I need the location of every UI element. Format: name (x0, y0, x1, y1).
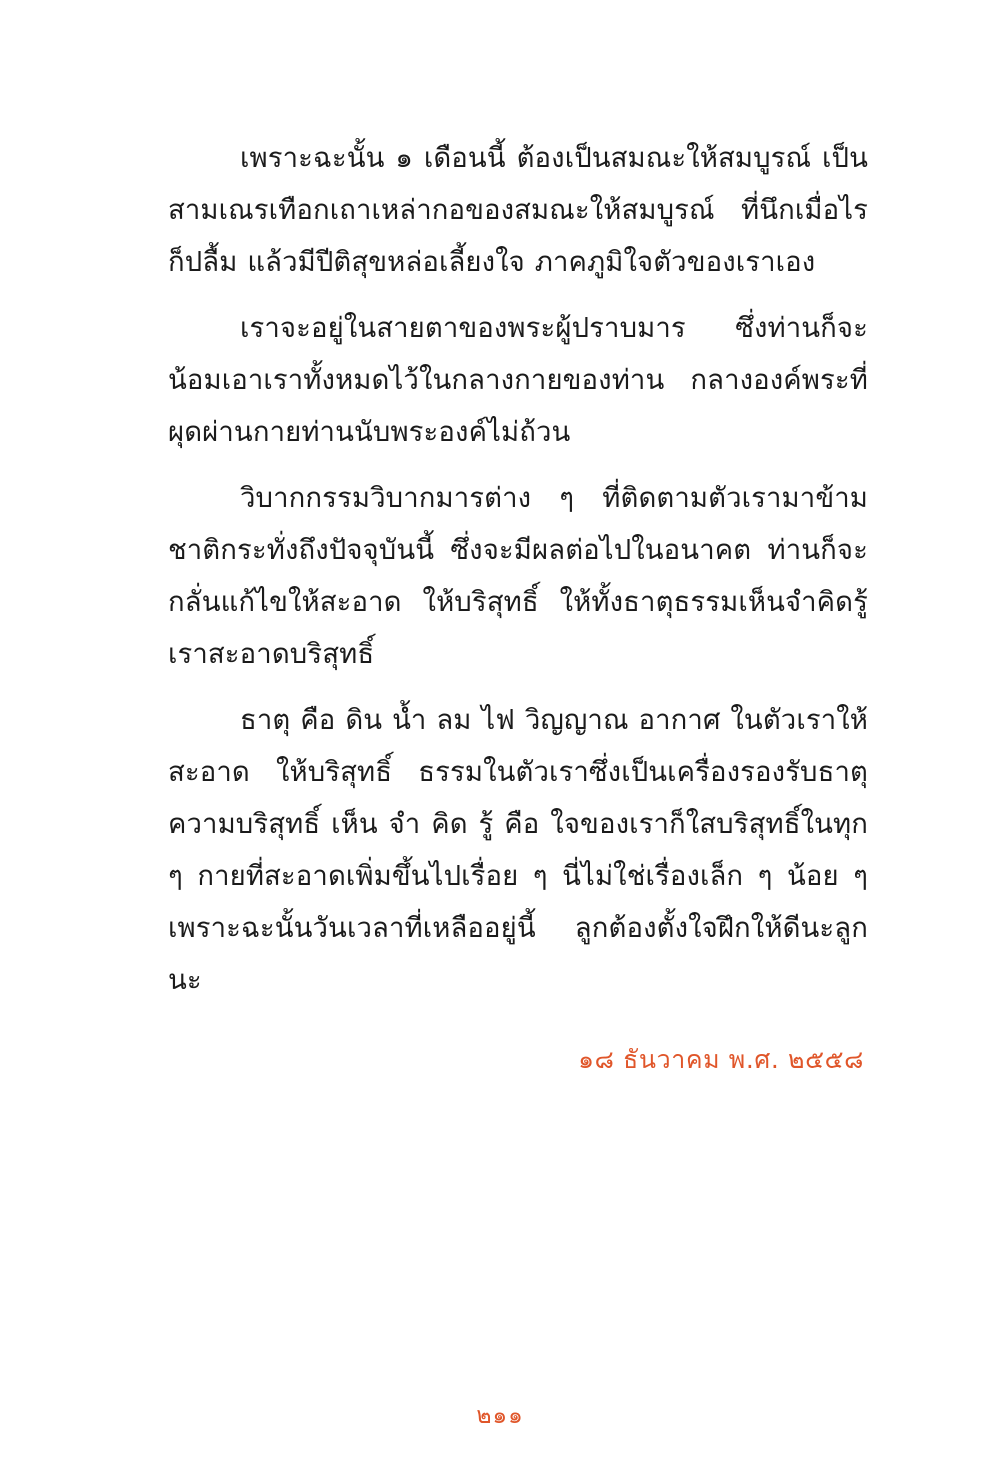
paragraph-2: เราจะอยู่ในสายตาของพระผู้ปราบมาร ซึ่งท่านก็จะน้อมเอาเราทั้งหมดไว้ในกลางกายของท่าน กลางองค์พระที่ผุดผ่านกายท่านนับพระองค์ไม่ถ้วน (168, 312, 868, 448)
page-number: ๒๑๑ (476, 1403, 524, 1429)
paragraph-1: เพราะฉะนั้น ๑ เดือนนี้ ต้องเป็นสมณะให้สมบูรณ์ เป็นสามเณรเทือกเถาเหล่ากอของสมณะให้สมบูรณ์ ที่นึกเมื่อไรก็ปลื้ม แล้วมีปีติสุขหล่อเลี้ยงใจ ภาคภูมิใจตัวของเราเอง (168, 142, 868, 278)
paragraph-3: วิบากกรรมวิบากมารต่าง ๆ ที่ติดตามตัวเรามาข้ามชาติกระทั่งถึงปัจจุบันนี้ ซึ่งจะมีผลต่อไปในอนาคต ท่านก็จะกลั่นแก้ไขให้สะอาด ให้บริสุทธิ์ ให้ทั้งธาตุธรรมเห็นจำคิดรู้เราสะอาดบริสุทธิ์ (168, 482, 868, 670)
date-line: ๑๘ ธันวาคม พ.ศ. ๒๕๕๘ (578, 1045, 864, 1074)
paragraph-4: ธาตุ คือ ดิน น้ำ ลม ไฟ วิญญาณ อากาศ ในตัวเราให้สะอาด ให้บริสุทธิ์ ธรรมในตัวเราซึ่งเป็นเครื่องรองรับธาตุความบริสุทธิ์ เห็น จำ คิด รู้ คือ ใจของเราก็ใสบริสุทธิ์ในทุก ๆ กายที่สะอาดเพิ่มขึ้นไปเรื่อย ๆ นี่ไม่ใช่เรื่องเล็ก ๆ น้อย ๆ เพราะฉะนั้นวันเวลาที่เหลืออยู่นี้ ลูกต้องตั้งใจฝึกให้ดีนะลูกนะ (168, 704, 868, 996)
page-body (168, 132, 868, 1080)
